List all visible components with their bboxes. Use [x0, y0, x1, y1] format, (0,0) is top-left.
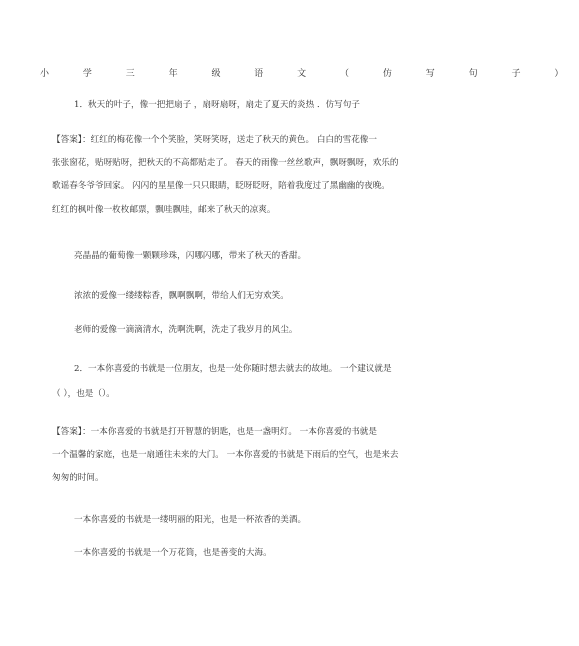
answer-1-line: 红红的枫叶像一枚枚邮票，飘哇飘哇，邮来了秋天的凉爽。	[52, 205, 276, 215]
answer-1-line: 张张窗花，贴呀贴呀，把秋天的不高都贴走了。 春天的雨像一丝丝歌声，飘呀飘呀，欢乐的	[52, 158, 399, 168]
example-sentence: 一本你喜爱的书就是一个万花筒，也是善变的大海。	[74, 548, 272, 558]
example-sentence: 浓浓的爱像一缕缕粽香，飘啊飘啊，带给人们无穷欢笑。	[74, 291, 289, 301]
answer-1-line: 歌谣春冬爷爷回家。 闪闪的星星像一只只眼睛，眨呀眨呀，陪着我度过了黑幽幽的夜晚。	[52, 181, 390, 191]
answer-1-line: 【答案】：红红的梅花像一个个笑脸，笑呀笑呀，送走了秋天的黄色。 白白的雪花像一	[52, 135, 377, 145]
answer-2-line: 一个温馨的家庭，也是一扇通往未来的大门。 一本你喜爱的书就是下雨后的空气，也是来去	[52, 450, 399, 460]
example-sentence: 亮晶晶的葡萄像一颗颗珍珠，闪哪闪哪，带来了秋天的香甜。	[74, 251, 307, 261]
question-1: 1．秋天的叶子，像一把把扇子 ，扇呀扇呀，扇走了夏天的炎热 ．仿写句子	[74, 100, 360, 110]
example-sentence: 老师的爱像一滴滴清水，洗啊洗啊，洗走了我岁月的风尘。	[74, 325, 298, 335]
answer-2-line: 【答案】：一本你喜爱的书就是打开智慧的钥匙，也是一盏明灯。 一本你喜爱的书就是	[52, 427, 377, 437]
question-2-line: 2．一本你喜爱的书就是一位朋友，也是一处你随时想去就去的故地。 一个建议就是	[74, 364, 392, 374]
document-title: 小 学 三 年 级 语 文 （ 仿 写 句 子 ）	[40, 69, 579, 79]
question-2-line: （ ），也是（）。	[52, 389, 115, 399]
answer-2-line: 匆匆的时间。	[52, 473, 104, 483]
example-sentence: 一本你喜爱的书就是一缕明丽的阳光，也是一杯浓香的美酒。	[74, 515, 307, 525]
